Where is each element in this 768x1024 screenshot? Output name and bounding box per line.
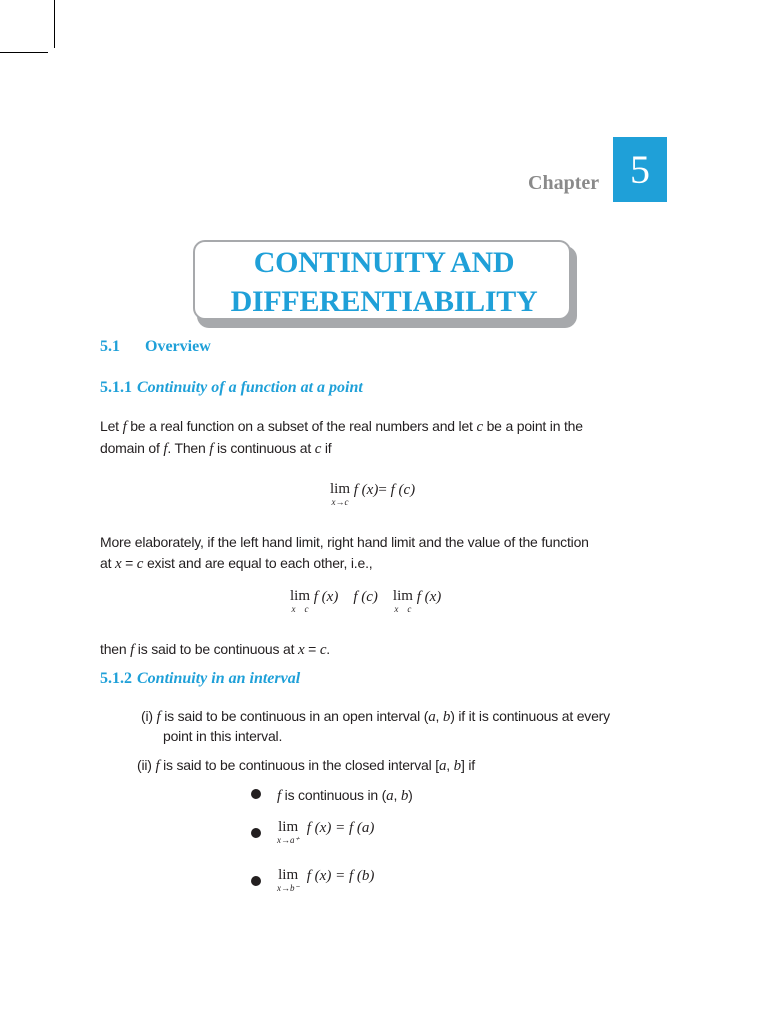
text: . Then <box>167 440 210 456</box>
title-box-frame <box>193 240 571 320</box>
equation-left-right-limit <box>290 589 441 615</box>
paragraph-conclusion <box>100 639 330 661</box>
paragraph-line <box>100 416 583 438</box>
crop-mark-vertical <box>54 0 55 48</box>
var-b: b <box>400 788 409 804</box>
var-x: x <box>114 556 122 572</box>
expression: f (x) = f (b) <box>306 868 375 884</box>
subsection-number: 5.1.2 <box>100 670 132 687</box>
expression: f (x) = f (a) <box>306 820 375 836</box>
section-number: 5.1 <box>100 338 120 355</box>
subsection-heading-1 <box>100 379 363 397</box>
text: is continuous at <box>213 440 315 456</box>
var-c: c <box>314 441 322 457</box>
text: . <box>326 641 330 657</box>
text: ) if it is continuous at every <box>450 708 610 724</box>
var-a: a <box>438 758 447 774</box>
chapter-title-line2: DIFFERENTIABILITY <box>230 285 538 318</box>
limit-subscript: x→b⁻ <box>277 883 300 893</box>
text: , <box>393 787 401 803</box>
var-f: f <box>209 441 214 457</box>
var-f: f <box>277 788 281 804</box>
text: , <box>446 757 454 773</box>
paragraph-definition <box>100 416 583 460</box>
var-c: c <box>136 556 144 572</box>
chapter-label: Chapter <box>528 172 600 194</box>
list-marker: (i) <box>141 708 153 724</box>
var-f: f <box>155 758 160 774</box>
var-f: f <box>122 419 127 435</box>
text: = <box>304 641 320 657</box>
chapter-title-box <box>193 240 578 330</box>
text: be a real function on a subset of the real numbers and let <box>126 418 477 434</box>
subsection-heading-2 <box>100 670 300 688</box>
var-x: x <box>297 642 305 658</box>
lim-text: lim <box>290 588 311 604</box>
text: ] if <box>460 757 475 773</box>
var-b: b <box>453 758 461 774</box>
bullet-dot <box>251 789 261 799</box>
var-c: c <box>319 642 327 658</box>
section-heading <box>100 338 211 356</box>
text: at <box>100 555 115 571</box>
subsection-title: Continuity of a function at a point <box>137 379 363 396</box>
limit-subscript <box>290 604 310 615</box>
list-marker: (ii) <box>137 757 152 773</box>
bullet-item-right-limit <box>277 820 374 846</box>
chapter-title-line1: CONTINUITY AND <box>253 246 515 279</box>
equals-sign: = <box>378 482 387 498</box>
expression: f (x) <box>416 589 442 605</box>
lim-text: lim <box>278 867 299 883</box>
sub-c: c <box>407 604 412 614</box>
subsection-number: 5.1.1 <box>100 379 132 396</box>
sub-c: c <box>304 604 309 614</box>
equation-lhs: f (x) <box>353 482 379 498</box>
text: is said to be continuous at <box>134 641 298 657</box>
limit-operator <box>277 868 299 894</box>
paragraph-line <box>100 553 589 575</box>
limit-subscript <box>393 604 413 615</box>
text: is continuous in ( <box>280 787 387 803</box>
paragraph-elaboration <box>100 532 589 575</box>
paragraph-line: More elaborately, if the left hand limit, right hand limit and the value of the function <box>100 534 589 550</box>
chapter-number-badge: 5 <box>613 137 667 202</box>
text: , <box>435 708 443 724</box>
sub-x: x <box>394 604 399 614</box>
list-item-continuation: point in this interval. <box>163 728 283 744</box>
text: Let <box>100 418 123 434</box>
limit-operator-left <box>290 589 310 615</box>
text: if <box>321 440 332 456</box>
limit-operator <box>330 482 350 508</box>
text: is said to be continuous in the closed interval [ <box>159 757 439 773</box>
limit-operator <box>277 820 299 846</box>
limit-subscript: x→a⁺ <box>277 835 300 845</box>
bullet-dot <box>251 876 261 886</box>
limit-subscript: x→c <box>331 497 349 507</box>
bullet-item-continuous <box>277 785 413 806</box>
text: domain of <box>100 440 164 456</box>
section-title: Overview <box>145 338 211 355</box>
var-c: c <box>476 419 483 435</box>
var-a: a <box>386 788 394 804</box>
text: ) <box>408 787 413 803</box>
lim-text: lim <box>330 481 351 497</box>
paragraph-line <box>100 438 583 460</box>
bullet-item-left-limit <box>277 868 374 894</box>
subsection-title: Continuity in an interval <box>137 670 301 687</box>
expression-middle: f (c) <box>353 589 378 605</box>
text: then <box>100 641 131 657</box>
text: exist and are equal to each other, i.e., <box>143 555 373 571</box>
text: is said to be continuous in an open interval ( <box>160 708 429 724</box>
list-item-closed-interval <box>137 755 475 776</box>
text: = <box>121 555 137 571</box>
var-b: b <box>442 709 451 725</box>
list-item-open-interval <box>141 706 610 727</box>
lim-text: lim <box>392 588 413 604</box>
crop-mark-horizontal <box>0 52 48 53</box>
var-f: f <box>130 642 135 658</box>
bullet-dot <box>251 828 261 838</box>
var-f: f <box>156 709 161 725</box>
var-f: f <box>163 441 168 457</box>
sub-x: x <box>291 604 296 614</box>
limit-operator-right <box>393 589 413 615</box>
equation-rhs: f (c) <box>390 482 416 498</box>
expression: f (x) <box>313 589 339 605</box>
var-a: a <box>428 709 436 725</box>
equation-limit <box>330 482 415 508</box>
lim-text: lim <box>278 819 299 835</box>
text: be a point in the <box>482 418 583 434</box>
